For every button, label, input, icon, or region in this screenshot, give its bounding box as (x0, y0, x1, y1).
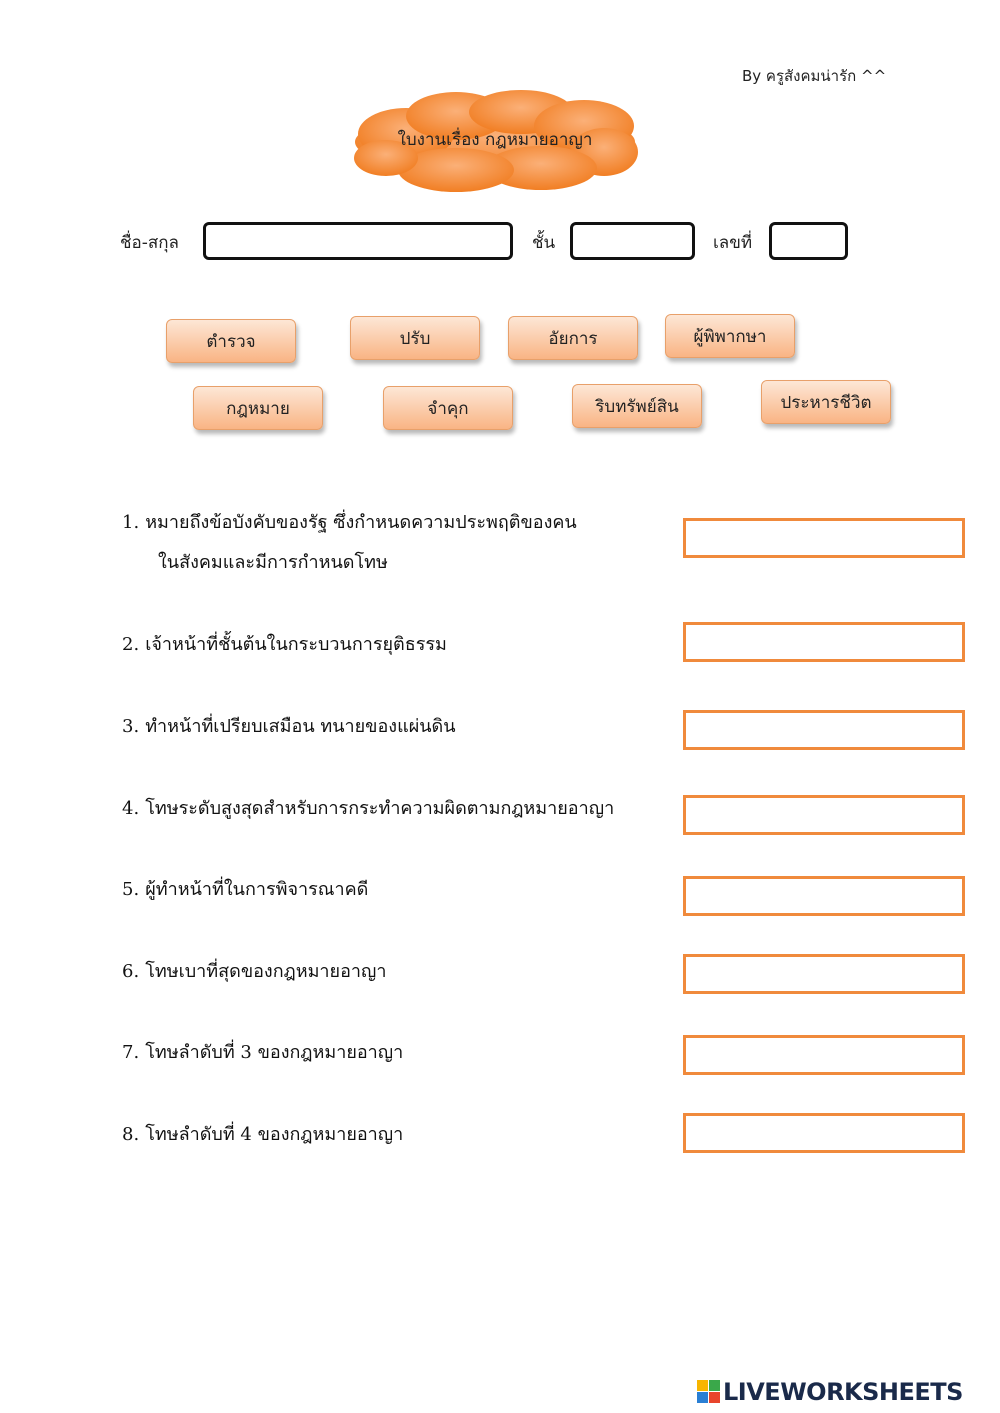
question-8 (122, 1115, 403, 1155)
answer-box-7[interactable] (683, 1035, 965, 1075)
question-5 (122, 870, 368, 910)
number-label: เลขที่ (713, 233, 753, 253)
question-number: 5. (122, 879, 140, 900)
question-4 (122, 789, 614, 829)
question-number: 8. (122, 1124, 140, 1145)
question-text: หมายถึงข้อบังคับของรัฐ ซึ่งกำหนดความประพฤติของคน (145, 512, 577, 533)
word-chip-confiscation[interactable]: ริบทรัพย์สิน (572, 384, 702, 428)
question-text: ทำหน้าที่เปรียบเสมือน ทนายของแผ่นดิน (145, 716, 456, 737)
word-chip-fine[interactable]: ปรับ (350, 316, 480, 360)
question-number: 2. (122, 634, 140, 655)
name-field[interactable] (203, 222, 513, 260)
liveworksheets-logo (697, 1378, 963, 1406)
answer-box-8[interactable] (683, 1113, 965, 1153)
answer-box-4[interactable] (683, 795, 965, 835)
question-1 (122, 503, 577, 583)
question-2 (122, 625, 447, 665)
name-label: ชื่อ-สกุล (120, 233, 179, 253)
question-text-continued: ในสังคมและมีการกำหนดโทษ (158, 552, 388, 573)
question-number: 4. (122, 798, 140, 819)
class-field[interactable] (570, 222, 695, 260)
class-label: ชั้น (532, 233, 556, 253)
number-field[interactable] (769, 222, 848, 260)
question-text: ผู้ทำหน้าที่ในการพิจารณาคดี (145, 879, 369, 900)
logo-text: LIVEWORKSHEETS (723, 1378, 963, 1406)
question-text: โทษระดับสูงสุดสำหรับการกระทำความผิดตามกฎหมายอาญา (145, 798, 615, 819)
worksheet-title: ใบงานเรื่อง กฎหมายอาญา (397, 130, 593, 150)
answer-box-5[interactable] (683, 876, 965, 916)
question-6 (122, 952, 386, 992)
question-text: เจ้าหน้าที่ชั้นต้นในกระบวนการยุติธรรม (145, 634, 447, 655)
word-chip-imprisonment[interactable]: จำคุก (383, 386, 513, 430)
title-cloud (346, 86, 644, 198)
question-text: โทษเบาที่สุดของกฎหมายอาญา (145, 961, 387, 982)
word-chip-prosecutor[interactable]: อัยการ (508, 316, 638, 360)
word-chip-police[interactable]: ตำรวจ (166, 319, 296, 363)
question-text: โทษลำดับที่ 4 ของกฎหมายอาญา (145, 1124, 404, 1145)
question-7 (122, 1033, 403, 1073)
answer-box-1[interactable] (683, 518, 965, 558)
question-number: 1. (122, 512, 140, 533)
word-chip-judge[interactable]: ผู้พิพากษา (665, 314, 795, 358)
question-text: โทษลำดับที่ 3 ของกฎหมายอาญา (145, 1042, 404, 1063)
logo-icon (697, 1380, 721, 1404)
question-3 (122, 707, 456, 747)
question-number: 7. (122, 1042, 140, 1063)
question-number: 6. (122, 961, 140, 982)
author-credit: By ครูสังคมน่ารัก ^^ (742, 67, 887, 85)
word-chip-law[interactable]: กฎหมาย (193, 386, 323, 430)
answer-box-6[interactable] (683, 954, 965, 994)
question-number: 3. (122, 716, 140, 737)
word-chip-death-penalty[interactable]: ประหารชีวิต (761, 380, 891, 424)
answer-box-2[interactable] (683, 622, 965, 662)
answer-box-3[interactable] (683, 710, 965, 750)
